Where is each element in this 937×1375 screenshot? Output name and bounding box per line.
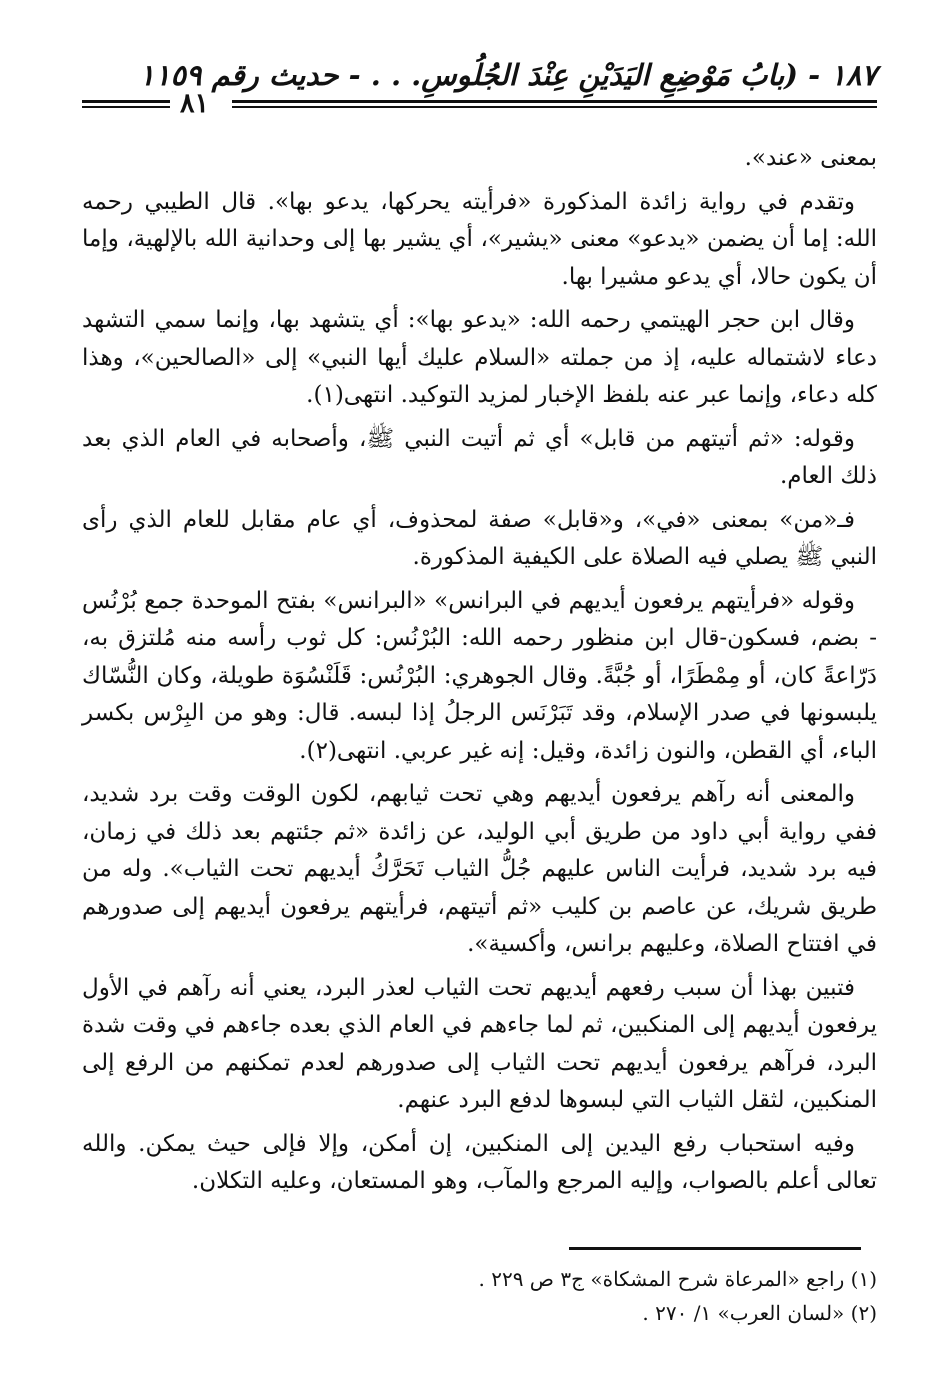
paragraph: وقال ابن حجر الهيتمي رحمه الله: «يدعو بها»: أي يتشهد بها، وإنما سمي التشهد دعاء لاشتماله عليه، إذ من جملته «السلام عليك أيها النبي» إلى «الصالحين»، وهذا كله دعاء، وإنما عبر عنه بلفظ الإخبار لمزيد التوكيد. انتهى(١).: [82, 307, 877, 408]
paragraph: وقوله: «ثم أتيتهم من قابل» أي ثم أتيت النبي ﷺ، وأصحابه في العام الذي بعد ذلك العام.: [82, 425, 877, 489]
footnotes: [300, 1262, 877, 1330]
footnote: (٢) «لسان العرب» ١/ ٢٧٠ .: [642, 1301, 877, 1325]
running-header: [82, 58, 877, 128]
paragraph: بمعنى «عند».: [744, 145, 877, 171]
paragraph: وقوله «فرأيتهم يرفعون أيديهم في البرانس» «البرانس» بفتح الموحدة جمع بُرْنُس - بضم، فسكون-قال ابن منظور رحمه الله: البُرْنُس: كل ثوب رأسه منه مُلتزق به، دَرّاعةً كان، أو مِمْطَرًا، أو جُبَّةً. وقال الجوهري: البُرْنُس: قَلَنْسُوَة طويلة، وكان النُّسّاك يلبسونها في صدر الإسلام، وقد تَبَرْنَس الرجلُ إذا لبسه. قال: وهو من البِرْس بكسر الباء، أي القطن، والنون زائدة، وقيل: إنه غير عربي. انتهى(٢).: [82, 587, 877, 764]
header-rule-left: [82, 100, 170, 103]
paragraph: والمعنى أنه رآهم يرفعون أيديهم وهي تحت ثيابهم، لكون الوقت وقت برد شديد، ففي رواية أبي داود من طريق أبي الوليد، عن زائدة «ثم جئتهم بعد ذلك في زمان، فيه برد شديد، فرأيت الناس عليهم جُلُّ الثياب تَحَرَّكُ أيديهم تحت الثياب». وله من طريق شريك، عن عاصم بن كليب «ثم أتيتهم، فرأيتهم يرفعون أيديهم إلى صدورهم في افتتاح الصلاة، وعليهم برانس، وأكسية».: [82, 781, 877, 957]
footnote-separator: [569, 1247, 861, 1250]
footnote: (١) راجع «المرعاة شرح المشكاة» ج٣ ص ٢٢٩ .: [478, 1267, 877, 1291]
main-text: [82, 140, 877, 1207]
chapter-title: ١٨٧ - (بابُ مَوْضِعِ اليَدَيْنِ عِنْدَ الجُلُوسِ. . . - حديث رقم ١١٥٩: [139, 58, 877, 92]
paragraph: فتبين بهذا أن سبب رفعهم أيديهم تحت الثياب لعذر البرد، يعني أنه رآهم في الأول يرفعون أيديهم إلى المنكبين، ثم لما جاءهم في العام الذي بعده جاءهم في وقت شدة البرد، فرآهم يرفعون أيديهم تحت الثياب إلى صدورهم لعدم تمكنهم من الرفع إلى المنكبين، لثقل الثياب التي لبسوها لدفع البرد عنهم.: [82, 974, 877, 1113]
paragraph: فـ«من» بمعنى «في»، و«قابل» صفة لمحذوف، أي عام مقابل للعام الذي رأى النبي ﷺ يصلي فيه الصلاة على الكيفية المذكورة.: [82, 506, 877, 570]
paragraph: وتقدم في رواية زائدة المذكورة «فرأيته يحركها، يدعو بها». قال الطيبي رحمه الله: إما أن يضمن «يدعو» معنى «يشير»، أي يشير بها إلى وحدانية الله بالإلهية، وإما أن يكون حالا، أي يدعو مشيرا بها.: [82, 188, 877, 290]
header-rule-right-thin: [232, 106, 877, 108]
header-rule-left-thin: [82, 106, 170, 108]
paragraph: وفيه استحباب رفع اليدين إلى المنكبين، إن أمكن، وإلا فإلى حيث يمكن. والله تعالى أعلم بالصواب، وإليه المرجع والمآب، وهو المستعان، وعليه التكلان.: [82, 1130, 877, 1194]
page-number: ٨١: [180, 88, 210, 119]
header-rule-right: [232, 100, 877, 103]
